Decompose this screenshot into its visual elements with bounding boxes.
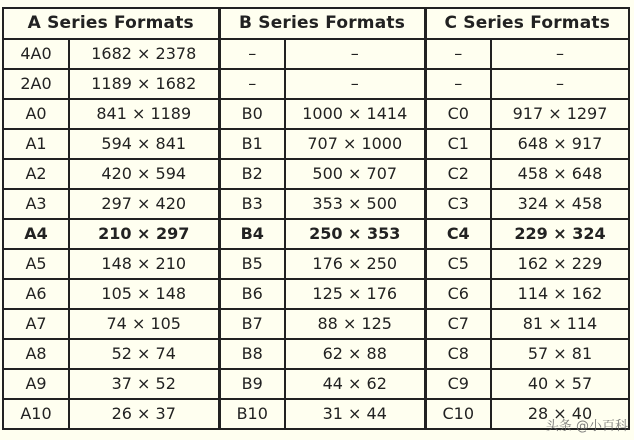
c-series-name-cell: C3 bbox=[425, 189, 491, 219]
table-body bbox=[3, 39, 629, 429]
table-row bbox=[3, 309, 629, 339]
a-series-name-cell: A0 bbox=[3, 99, 69, 129]
c-series-name-cell: C9 bbox=[425, 369, 491, 399]
a-series-name-cell: 4A0 bbox=[3, 39, 69, 69]
b-series-size-cell: – bbox=[285, 39, 425, 69]
a-series-size-cell: 1682 × 2378 bbox=[69, 39, 219, 69]
b-series-name-cell: B9 bbox=[219, 369, 285, 399]
a-series-size-cell: 420 × 594 bbox=[69, 159, 219, 189]
b-series-size-cell: 88 × 125 bbox=[285, 309, 425, 339]
c-series-name-cell: C2 bbox=[425, 159, 491, 189]
c-series-size-cell: 162 × 229 bbox=[491, 249, 629, 279]
a-series-name-cell: A8 bbox=[3, 339, 69, 369]
a-series-size-cell: 841 × 1189 bbox=[69, 99, 219, 129]
a-series-name-cell: A9 bbox=[3, 369, 69, 399]
table-row bbox=[3, 219, 629, 249]
b-series-name-cell: B7 bbox=[219, 309, 285, 339]
table-row bbox=[3, 339, 629, 369]
c-series-name-cell: – bbox=[425, 39, 491, 69]
b-series-name-cell: B1 bbox=[219, 129, 285, 159]
a-series-size-cell: 37 × 52 bbox=[69, 369, 219, 399]
b-series-name-cell: B10 bbox=[219, 399, 285, 429]
header-row bbox=[3, 8, 629, 39]
table-row bbox=[3, 69, 629, 99]
c-series-size-cell: 40 × 57 bbox=[491, 369, 629, 399]
c-series-size-cell: 229 × 324 bbox=[491, 219, 629, 249]
b-series-name-cell: B3 bbox=[219, 189, 285, 219]
a-series-size-cell: 52 × 74 bbox=[69, 339, 219, 369]
a-series-size-cell: 594 × 841 bbox=[69, 129, 219, 159]
table-row bbox=[3, 249, 629, 279]
b-series-size-cell: – bbox=[285, 69, 425, 99]
a-series-size-cell: 297 × 420 bbox=[69, 189, 219, 219]
b-series-name-cell: B0 bbox=[219, 99, 285, 129]
a-series-name-cell: 2A0 bbox=[3, 69, 69, 99]
a-series-name-cell: A10 bbox=[3, 399, 69, 429]
c-series-name-cell: C8 bbox=[425, 339, 491, 369]
table-row bbox=[3, 399, 629, 429]
a-series-size-cell: 74 × 105 bbox=[69, 309, 219, 339]
a-series-name-cell: A1 bbox=[3, 129, 69, 159]
c-series-size-cell: – bbox=[491, 39, 629, 69]
c-series-name-cell: C7 bbox=[425, 309, 491, 339]
b-series-size-cell: 176 × 250 bbox=[285, 249, 425, 279]
a-series-size-cell: 26 × 37 bbox=[69, 399, 219, 429]
b-series-size-cell: 707 × 1000 bbox=[285, 129, 425, 159]
c-series-size-cell: 28 × 40 bbox=[491, 399, 629, 429]
c-series-name-cell: C0 bbox=[425, 99, 491, 129]
c-series-size-cell: 648 × 917 bbox=[491, 129, 629, 159]
c-series-size-cell: – bbox=[491, 69, 629, 99]
b-series-name-cell: – bbox=[219, 69, 285, 99]
c-series-name-cell: C5 bbox=[425, 249, 491, 279]
header-b-series: B Series Formats bbox=[219, 8, 425, 39]
b-series-size-cell: 500 × 707 bbox=[285, 159, 425, 189]
header-c-series: C Series Formats bbox=[425, 8, 629, 39]
c-series-name-cell: C10 bbox=[425, 399, 491, 429]
b-series-size-cell: 125 × 176 bbox=[285, 279, 425, 309]
a-series-name-cell: A6 bbox=[3, 279, 69, 309]
c-series-name-cell: C1 bbox=[425, 129, 491, 159]
table-row bbox=[3, 159, 629, 189]
a-series-name-cell: A2 bbox=[3, 159, 69, 189]
b-series-name-cell: B5 bbox=[219, 249, 285, 279]
table-row bbox=[3, 129, 629, 159]
header-a-series: A Series Formats bbox=[3, 8, 219, 39]
c-series-name-cell: C4 bbox=[425, 219, 491, 249]
table-row bbox=[3, 189, 629, 219]
a-series-size-cell: 1189 × 1682 bbox=[69, 69, 219, 99]
c-series-name-cell: – bbox=[425, 69, 491, 99]
b-series-name-cell: B6 bbox=[219, 279, 285, 309]
b-series-size-cell: 353 × 500 bbox=[285, 189, 425, 219]
b-series-size-cell: 44 × 62 bbox=[285, 369, 425, 399]
b-series-name-cell: B8 bbox=[219, 339, 285, 369]
table-row bbox=[3, 39, 629, 69]
table-row bbox=[3, 279, 629, 309]
table-row bbox=[3, 369, 629, 399]
a-series-name-cell: A4 bbox=[3, 219, 69, 249]
c-series-size-cell: 81 × 114 bbox=[491, 309, 629, 339]
a-series-size-cell: 105 × 148 bbox=[69, 279, 219, 309]
a-series-size-cell: 148 × 210 bbox=[69, 249, 219, 279]
b-series-name-cell: B4 bbox=[219, 219, 285, 249]
a-series-name-cell: A3 bbox=[3, 189, 69, 219]
table-row bbox=[3, 99, 629, 129]
a-series-name-cell: A5 bbox=[3, 249, 69, 279]
b-series-size-cell: 62 × 88 bbox=[285, 339, 425, 369]
paper-sizes-table bbox=[2, 7, 630, 430]
b-series-name-cell: B2 bbox=[219, 159, 285, 189]
watermark: 头条 @小百科 bbox=[545, 419, 628, 434]
c-series-size-cell: 114 × 162 bbox=[491, 279, 629, 309]
c-series-size-cell: 57 × 81 bbox=[491, 339, 629, 369]
c-series-size-cell: 917 × 1297 bbox=[491, 99, 629, 129]
b-series-size-cell: 250 × 353 bbox=[285, 219, 425, 249]
c-series-name-cell: C6 bbox=[425, 279, 491, 309]
a-series-size-cell: 210 × 297 bbox=[69, 219, 219, 249]
c-series-size-cell: 324 × 458 bbox=[491, 189, 629, 219]
b-series-name-cell: – bbox=[219, 39, 285, 69]
b-series-size-cell: 31 × 44 bbox=[285, 399, 425, 429]
b-series-size-cell: 1000 × 1414 bbox=[285, 99, 425, 129]
c-series-size-cell: 458 × 648 bbox=[491, 159, 629, 189]
a-series-name-cell: A7 bbox=[3, 309, 69, 339]
